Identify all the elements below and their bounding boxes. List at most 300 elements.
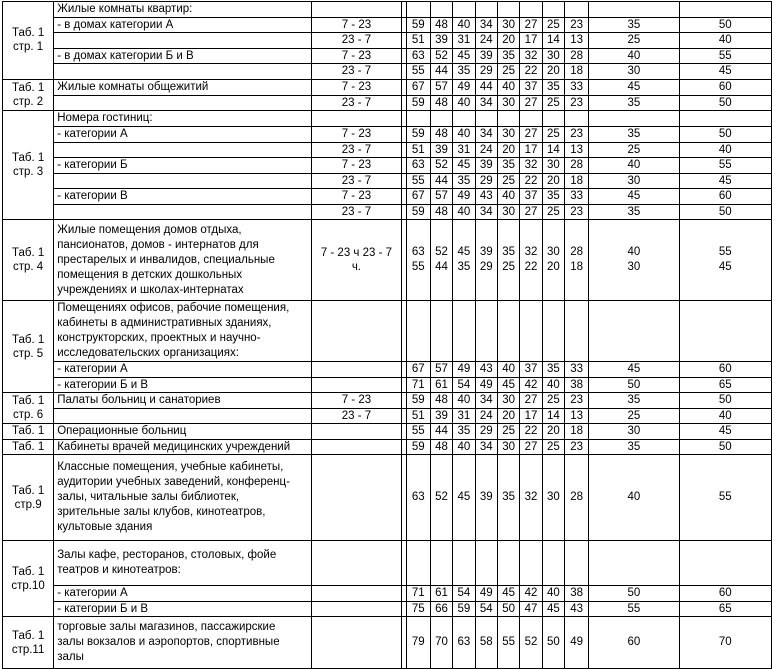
octave-value <box>565 220 589 301</box>
level-max: 45 <box>679 173 771 189</box>
level-la: 40 <box>589 158 679 174</box>
level-max: 70 <box>679 617 771 669</box>
octave-value: 48 <box>430 95 452 111</box>
octave-value: 59 <box>406 439 430 455</box>
description-line: помещения в детских дошкольных <box>57 268 243 281</box>
octave-value: 13 <box>565 408 589 424</box>
octave-value: 47 <box>520 601 542 617</box>
row-description: - в домах категории А <box>54 17 312 33</box>
octave-value <box>520 301 542 362</box>
octave-value: 45 <box>453 455 475 541</box>
description-line: залы, читальные залы библиотек, <box>57 491 240 503</box>
level-la: 35 <box>589 204 679 220</box>
row-description: - категории А <box>54 362 312 378</box>
description-line: залы вокзалов и аэропортов, спортивные <box>57 636 280 648</box>
octave-value: 33 <box>565 189 589 205</box>
octave-value: 59 <box>406 127 430 143</box>
octave-value: 49 <box>453 362 475 378</box>
level-la: 35 <box>589 95 679 111</box>
value-day: 35 <box>502 246 516 258</box>
level-max <box>679 2 771 18</box>
octave-value: 35 <box>542 79 564 95</box>
octave-value: 58 <box>475 617 497 669</box>
time-period: 23 - 7 <box>311 95 401 111</box>
octave-value: 28 <box>565 48 589 64</box>
octave-value <box>406 2 430 18</box>
octave-value: 51 <box>406 142 430 158</box>
level-la: 25 <box>589 408 679 424</box>
octave-value: 50 <box>542 617 564 669</box>
octave-value <box>542 541 564 586</box>
table-row <box>3 189 772 205</box>
row-description <box>54 142 312 158</box>
octave-value: 20 <box>542 173 564 189</box>
value-day: 52 <box>435 246 448 258</box>
octave-value: 37 <box>520 362 542 378</box>
time-period <box>311 439 401 455</box>
row-description: - категории Б и В <box>54 601 312 617</box>
octave-value: 32 <box>520 158 542 174</box>
level-max: 60 <box>679 189 771 205</box>
level-la: 45 <box>589 362 679 378</box>
octave-value: 23 <box>565 439 589 455</box>
octave-value: 44 <box>430 64 452 80</box>
octave-value: 52 <box>520 617 542 669</box>
level-la <box>589 111 679 127</box>
time-period: 23 - 7 <box>311 408 401 424</box>
octave-value: 54 <box>475 601 497 617</box>
octave-value: 57 <box>430 362 452 378</box>
octave-value: 39 <box>430 408 452 424</box>
octave-value <box>475 2 497 18</box>
octave-value <box>430 220 452 301</box>
octave-value: 40 <box>497 79 519 95</box>
octave-value: 31 <box>453 142 475 158</box>
octave-value: 34 <box>475 127 497 143</box>
octave-value <box>542 220 564 301</box>
octave-value: 18 <box>565 64 589 80</box>
octave-value: 75 <box>406 601 430 617</box>
octave-value: 48 <box>430 17 452 33</box>
level-max: 40 <box>679 33 771 49</box>
octave-value: 30 <box>497 127 519 143</box>
section-reference: Таб. 1 стр. 4 <box>3 220 54 301</box>
time-period: 23 - 7 <box>311 142 401 158</box>
octave-value <box>497 220 519 301</box>
octave-value: 55 <box>406 424 430 440</box>
octave-value <box>430 541 452 586</box>
octave-value: 67 <box>406 362 430 378</box>
level-max: 45 <box>679 64 771 80</box>
octave-value: 67 <box>406 79 430 95</box>
section-reference: Таб. 1 стр. 1 <box>3 2 54 80</box>
octave-value <box>565 2 589 18</box>
octave-value <box>406 111 430 127</box>
octave-value: 25 <box>542 95 564 111</box>
level-max: 40 <box>679 408 771 424</box>
octave-value: 51 <box>406 33 430 49</box>
octave-value <box>453 541 475 586</box>
value-night: 29 <box>479 261 493 273</box>
level-max: 65 <box>679 601 771 617</box>
octave-value: 61 <box>430 377 452 393</box>
description-line: залы <box>57 651 84 663</box>
section-reference: Таб. 1 стр. 6 <box>3 393 54 424</box>
table-row <box>3 204 772 220</box>
octave-value <box>520 541 542 586</box>
row-description: - категории Б <box>54 158 312 174</box>
value-night: 22 <box>524 261 538 273</box>
table-row <box>3 408 772 424</box>
table-row <box>3 301 772 362</box>
octave-value <box>542 301 564 362</box>
table-row <box>3 377 772 393</box>
octave-value: 25 <box>542 393 564 409</box>
time-period <box>311 377 401 393</box>
level-la: 40 <box>589 455 679 541</box>
octave-value: 30 <box>542 48 564 64</box>
octave-value: 59 <box>406 393 430 409</box>
octave-value: 38 <box>565 586 589 602</box>
level-la: 30 <box>589 64 679 80</box>
octave-value: 49 <box>453 79 475 95</box>
octave-value: 42 <box>520 586 542 602</box>
octave-value: 17 <box>520 142 542 158</box>
octave-value <box>406 541 430 586</box>
level-la: 50 <box>589 377 679 393</box>
row-description <box>54 173 312 189</box>
octave-value: 25 <box>497 424 519 440</box>
octave-value: 49 <box>453 189 475 205</box>
time-period <box>311 617 401 669</box>
octave-value <box>497 301 519 362</box>
row-description: Жилые комнаты общежитий <box>54 79 312 95</box>
description-line: пансионатов, домов - интернатов для <box>57 238 259 251</box>
level-la: 30 <box>589 173 679 189</box>
octave-value: 20 <box>497 142 519 158</box>
level-max: 50 <box>679 439 771 455</box>
octave-value: 49 <box>565 617 589 669</box>
octave-value: 30 <box>542 455 564 541</box>
row-description <box>54 204 312 220</box>
octave-value <box>475 220 497 301</box>
time-period <box>311 424 401 440</box>
octave-value: 30 <box>497 95 519 111</box>
time-period <box>311 455 401 541</box>
level-max: 50 <box>679 127 771 143</box>
level-max: 45 <box>679 424 771 440</box>
octave-value: 30 <box>497 17 519 33</box>
octave-value <box>406 301 430 362</box>
octave-value: 27 <box>520 127 542 143</box>
octave-value: 22 <box>520 173 542 189</box>
description-line: зрительные залы клубов, кинотеатров, <box>57 506 266 518</box>
octave-value: 37 <box>520 189 542 205</box>
octave-value: 17 <box>520 408 542 424</box>
octave-value: 27 <box>520 17 542 33</box>
octave-value: 40 <box>453 95 475 111</box>
value-night: 20 <box>546 261 560 273</box>
octave-value: 59 <box>406 204 430 220</box>
octave-value: 54 <box>453 586 475 602</box>
octave-value: 39 <box>430 142 452 158</box>
octave-value: 48 <box>430 393 452 409</box>
octave-value: 23 <box>565 127 589 143</box>
octave-value: 52 <box>430 158 452 174</box>
section-reference: Таб. 1 стр. 5 <box>3 301 54 393</box>
octave-value: 59 <box>453 601 475 617</box>
octave-value: 23 <box>565 393 589 409</box>
level-la: 35 <box>589 393 679 409</box>
value-day: 28 <box>570 246 584 258</box>
octave-value: 55 <box>406 64 430 80</box>
time-period: 7 - 23 <box>311 189 401 205</box>
octave-value: 48 <box>430 204 452 220</box>
level-la-night: 30 <box>627 261 641 273</box>
time-period <box>311 601 401 617</box>
time-period <box>311 301 401 362</box>
level-max: 65 <box>679 377 771 393</box>
octave-value: 22 <box>520 64 542 80</box>
octave-value: 25 <box>497 173 519 189</box>
octave-value: 20 <box>542 424 564 440</box>
octave-value: 20 <box>542 64 564 80</box>
table-row <box>3 362 772 378</box>
octave-value: 48 <box>430 127 452 143</box>
octave-value: 14 <box>542 142 564 158</box>
table-row <box>3 439 772 455</box>
octave-value: 48 <box>430 439 452 455</box>
octave-value <box>520 2 542 18</box>
octave-value: 32 <box>520 48 542 64</box>
octave-value: 45 <box>453 158 475 174</box>
octave-value <box>430 2 452 18</box>
table-row <box>3 2 772 18</box>
level-max: 50 <box>679 393 771 409</box>
octave-value: 35 <box>453 173 475 189</box>
octave-value: 43 <box>475 362 497 378</box>
value-day: 45 <box>457 246 471 258</box>
octave-value: 32 <box>520 455 542 541</box>
table-row <box>3 220 772 301</box>
octave-value: 43 <box>565 601 589 617</box>
octave-value: 33 <box>565 362 589 378</box>
level-max-day: 55 <box>718 246 732 258</box>
octave-value: 22 <box>520 424 542 440</box>
octave-value: 34 <box>475 439 497 455</box>
time-period <box>311 362 401 378</box>
octave-value: 79 <box>406 617 430 669</box>
table-row <box>3 424 772 440</box>
level-max <box>679 301 771 362</box>
time-period: 23 - 7 <box>311 204 401 220</box>
octave-value: 40 <box>453 393 475 409</box>
octave-value <box>430 111 452 127</box>
section-reference: Таб. 1 стр.10 <box>3 541 54 617</box>
table-row <box>3 127 772 143</box>
row-description: - категории В <box>54 189 312 205</box>
description-line: Залы кафе, ресторанов, столовых, фойе <box>57 549 277 561</box>
octave-value <box>542 2 564 18</box>
octave-value: 35 <box>542 362 564 378</box>
octave-value: 24 <box>475 142 497 158</box>
section-reference: Таб. 1 стр.11 <box>3 617 54 669</box>
octave-value: 57 <box>430 189 452 205</box>
octave-value: 27 <box>520 95 542 111</box>
level-la: 35 <box>589 17 679 33</box>
octave-value <box>565 541 589 586</box>
octave-value: 38 <box>565 377 589 393</box>
level-max: 40 <box>679 142 771 158</box>
octave-value: 27 <box>520 204 542 220</box>
octave-value: 27 <box>520 439 542 455</box>
section-reference: Таб. 1 стр. 2 <box>3 79 54 111</box>
octave-value: 23 <box>565 17 589 33</box>
octave-value: 39 <box>475 455 497 541</box>
row-description <box>54 33 312 49</box>
octave-value: 66 <box>430 601 452 617</box>
octave-value: 40 <box>453 127 475 143</box>
octave-value: 44 <box>475 79 497 95</box>
octave-value <box>542 111 564 127</box>
octave-value: 25 <box>542 204 564 220</box>
octave-value <box>430 301 452 362</box>
octave-value: 29 <box>475 424 497 440</box>
level-la-day: 40 <box>627 246 641 258</box>
table-row <box>3 64 772 80</box>
level-max <box>679 220 771 301</box>
octave-value: 59 <box>406 95 430 111</box>
value-night: 55 <box>411 261 425 273</box>
octave-value: 34 <box>475 204 497 220</box>
octave-value: 18 <box>565 424 589 440</box>
octave-value: 45 <box>542 601 564 617</box>
octave-value: 29 <box>475 64 497 80</box>
octave-value: 33 <box>565 79 589 95</box>
table-row <box>3 393 772 409</box>
table-row <box>3 586 772 602</box>
octave-value: 44 <box>430 424 452 440</box>
level-max: 60 <box>679 586 771 602</box>
octave-value: 24 <box>475 33 497 49</box>
octave-value <box>475 301 497 362</box>
table-row <box>3 601 772 617</box>
section-reference: Таб. 1 стр. 3 <box>3 111 54 220</box>
level-la: 25 <box>589 33 679 49</box>
octave-value: 14 <box>542 408 564 424</box>
octave-value: 13 <box>565 33 589 49</box>
octave-value <box>453 111 475 127</box>
time-period: 23 - 7 <box>311 64 401 80</box>
value-night: 44 <box>435 261 448 273</box>
time-period: 7 - 23 ч 23 - 7 ч. <box>311 220 401 301</box>
octave-value: 30 <box>497 204 519 220</box>
description-line: исследовательских организациях: <box>57 347 239 359</box>
row-description <box>54 64 312 80</box>
table-row <box>3 111 772 127</box>
row-description: - категории А <box>54 127 312 143</box>
octave-value: 35 <box>542 189 564 205</box>
time-period <box>311 586 401 602</box>
octave-value: 17 <box>520 33 542 49</box>
octave-value: 67 <box>406 189 430 205</box>
octave-value: 63 <box>406 455 430 541</box>
level-la: 30 <box>589 424 679 440</box>
level-la: 25 <box>589 142 679 158</box>
octave-value: 63 <box>406 158 430 174</box>
time-period: 7 - 23 <box>311 17 401 33</box>
octave-value: 43 <box>475 189 497 205</box>
level-max <box>679 111 771 127</box>
octave-value: 28 <box>565 158 589 174</box>
level-max: 55 <box>679 455 771 541</box>
description-line: учреждениях и школах-интернатах <box>57 283 244 296</box>
level-max: 50 <box>679 95 771 111</box>
octave-value: 18 <box>565 173 589 189</box>
octave-value: 71 <box>406 377 430 393</box>
octave-value: 35 <box>453 424 475 440</box>
octave-value: 63 <box>406 48 430 64</box>
time-period <box>311 541 401 586</box>
octave-value: 25 <box>542 439 564 455</box>
time-period: 23 - 7 <box>311 33 401 49</box>
octave-value: 54 <box>453 377 475 393</box>
row-description <box>54 95 312 111</box>
octave-value <box>453 220 475 301</box>
value-day: 32 <box>524 246 538 258</box>
level-max <box>679 541 771 586</box>
row-description <box>54 301 312 362</box>
description-line: престарелых и инвалидов, специальные <box>57 253 275 266</box>
time-period <box>311 111 401 127</box>
level-la <box>589 301 679 362</box>
octave-value: 49 <box>475 586 497 602</box>
description-line: театров и кинотеатров: <box>57 564 181 576</box>
octave-value <box>497 541 519 586</box>
octave-value <box>475 541 497 586</box>
value-day: 30 <box>546 246 560 258</box>
octave-value: 39 <box>430 33 452 49</box>
row-description <box>54 408 312 424</box>
section-reference: Таб. 1 <box>3 424 54 440</box>
table-row <box>3 33 772 49</box>
table-row <box>3 79 772 95</box>
octave-value: 40 <box>453 439 475 455</box>
octave-value: 42 <box>520 377 542 393</box>
level-la: 45 <box>589 189 679 205</box>
octave-value: 39 <box>475 158 497 174</box>
description-line: культовые здания <box>57 521 153 533</box>
table-row <box>3 455 772 541</box>
row-description: - в домах категории Б и В <box>54 48 312 64</box>
octave-value: 34 <box>475 17 497 33</box>
octave-value: 24 <box>475 408 497 424</box>
table-row <box>3 173 772 189</box>
row-description <box>54 220 312 301</box>
octave-value: 52 <box>430 48 452 64</box>
octave-value: 31 <box>453 408 475 424</box>
row-description: Номера гостиниц: <box>54 111 312 127</box>
row-description: - категории А <box>54 586 312 602</box>
octave-value: 31 <box>453 33 475 49</box>
row-description: Жилые комнаты квартир: <box>54 2 312 18</box>
octave-value: 49 <box>475 377 497 393</box>
octave-value: 25 <box>542 127 564 143</box>
section-reference: Таб. 1 <box>3 439 54 455</box>
value-night: 35 <box>457 261 471 273</box>
level-la: 60 <box>589 617 679 669</box>
time-period: 7 - 23 <box>311 127 401 143</box>
